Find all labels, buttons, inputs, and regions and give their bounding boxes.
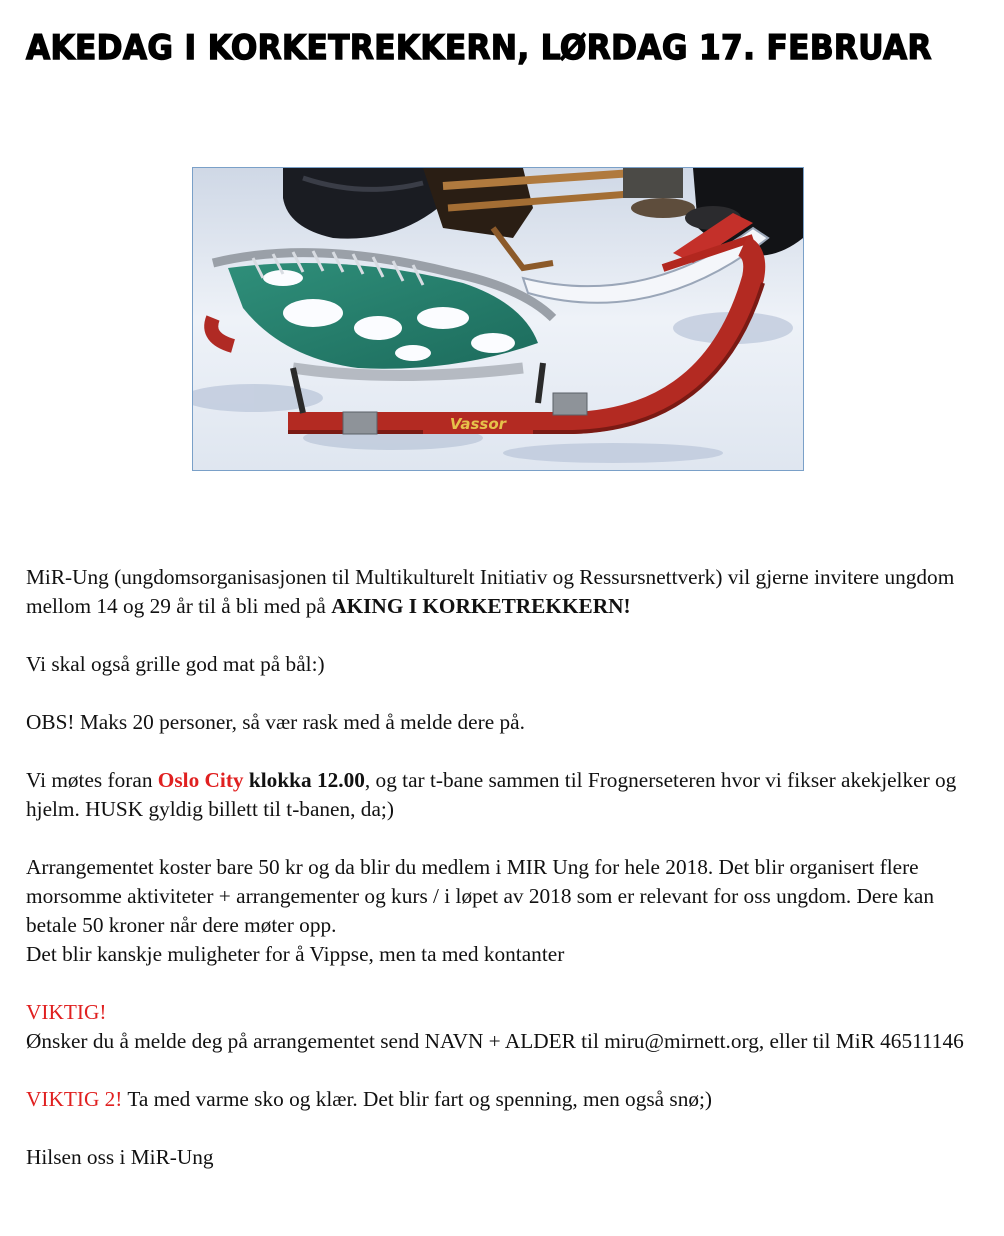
page-title: AKEDAG I KORKETREKKERN, LØRDAG 17. FEBRUAR xyxy=(26,28,932,67)
clothing-paragraph: VIKTIG 2! Ta med varme sko og klær. Det blir fart og spenning, men også snø;) xyxy=(26,1087,713,1111)
important-2-label: VIKTIG 2! xyxy=(26,1087,123,1111)
price-paragraph: Arrangementet koster bare 50 kr og da blir du medlem i MIR Ung for hele 2018. Det blir organisert flere morsomme aktiviteter + arrangementer og kurs / i løpet av 2018 som er relevant for oss ungdom. Dere kan betale 50 kroner når dere møter opp. Det blir kanskje muligheter for å Vippse, men ta med kontanter xyxy=(26,855,934,966)
sled-brand-label: Vassor xyxy=(449,415,507,433)
signup-paragraph: VIKTIG! Ønsker du å melde deg på arrangementet send NAVN + ALDER til miru@mirnett.org, eller til MiR 46511146 xyxy=(26,1000,964,1053)
sled-photo xyxy=(192,167,804,471)
meeting-place: Oslo City xyxy=(157,768,244,792)
meeting-paragraph: Vi møtes foran Oslo City klokka 12.00, og tar t-bane sammen til Frognerseteren hvor vi fikser akekjelker og hjelm. HUSK gyldig billett til t-banen, da;) xyxy=(26,768,957,821)
signoff: Hilsen oss i MiR-Ung xyxy=(26,1145,214,1169)
important-label: VIKTIG! xyxy=(26,1000,107,1024)
intro-paragraph: MiR-Ung (ungdomsorganisasjonen til Multikulturelt Initiativ og Ressursnettverk) vil gjerne invitere ungdom mellom 14 og 29 år til å bli med på AKING I KORKETREKKERN! xyxy=(26,565,955,618)
grill-paragraph: Vi skal også grille god mat på bål:) xyxy=(26,652,325,676)
body-text xyxy=(26,563,976,1201)
capacity-paragraph: OBS! Maks 20 personer, så vær rask med å melde dere på. xyxy=(26,710,525,734)
meeting-time: klokka 12.00 xyxy=(248,768,365,792)
sled-illustration xyxy=(193,168,803,470)
event-name: AKING I KORKETREKKERN! xyxy=(331,594,631,618)
